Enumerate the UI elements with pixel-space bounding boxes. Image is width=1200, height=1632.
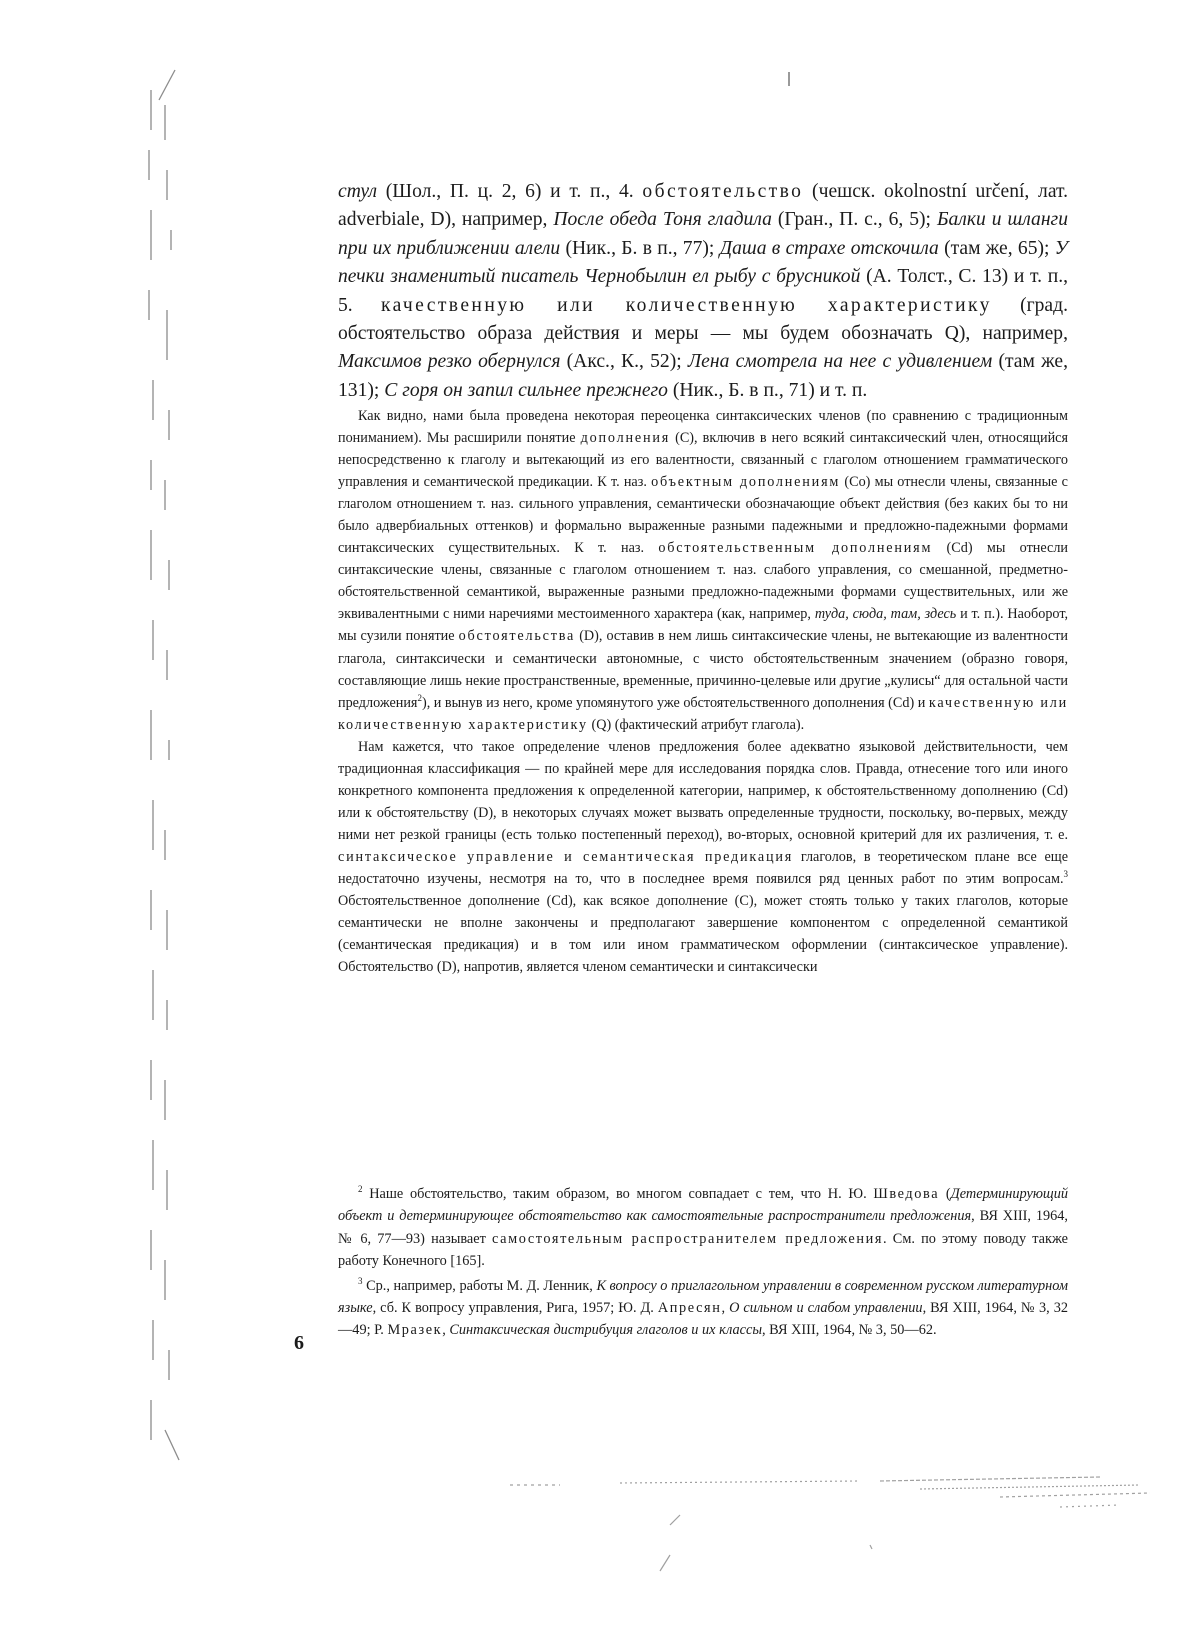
footnote-text: , ВЯ XIII, 1964, № 3, 32—49; Р. <box>338 1300 1069 1339</box>
lead-text: (Гран., П. с., 6, 5); <box>771 209 937 231</box>
lead-text: (там же, 131); <box>338 351 1068 401</box>
lead-italic: стул <box>338 181 378 202</box>
lead-spaced-term: обстоятельство <box>642 181 804 202</box>
body-spaced-term: обстоятельства <box>458 628 576 645</box>
lead-text: (А. Толст., С. 13) и т. п., 5. <box>338 266 1068 316</box>
footnote-italic: О сильном и слабом управлении <box>729 1300 923 1317</box>
body-paragraph <box>338 736 1068 979</box>
footnote-italic: Синтаксическая дистрибуция глаголов и их классы <box>449 1322 763 1339</box>
body-text: (Q) (фактический атрибут глагола). <box>587 716 805 733</box>
body-paragraph <box>338 405 1068 736</box>
footnote-spaced-term: самостоятельным распространителем предложения <box>492 1230 884 1247</box>
body-spaced-term: обстоятельственным дополнениям <box>658 540 933 557</box>
scan-binding-strip <box>145 60 185 1500</box>
body-text: ), и вынув из него, кроме упомянутого уже обстоятельственного дополнения (Cd) и <box>421 694 929 711</box>
body-text: (Cd) мы отнесли синтаксические члены, связанные с глаголом отношением т. наз. слабого управления, со смешанной, предметно-обстоятельственной семантикой, выраженные разными предложно-падежными формами существительных, или же эквивалентными с ними наречиями местоименного характера (как, например, <box>338 540 1069 623</box>
lead-italic: Даша в страхе отскочила <box>719 237 939 259</box>
lead-paragraph <box>338 178 1068 405</box>
body-spaced-term: дополнения <box>580 430 671 447</box>
body-text: Обстоятельственное дополнение (Cd), как всякое дополнение (С), может стоять только у таких глаголов, которые семантически не вполне закончены и предполагают завершение компонентом с определенной семантикой (семантическая предикация) и в том или ином грамматическом оформлении (синтаксическое управление). Обстоятельство (D), напротив, является членом семантически и синтаксически <box>338 893 1068 976</box>
lead-italic: Лена смотрела на нее с удивлением <box>687 351 993 373</box>
lead-italic: Балки и шланги при их приближении алели <box>338 209 1068 259</box>
footnote-ref: 2 <box>417 692 422 703</box>
body-text: (Со) мы отнесли члены, связанные с глаголом отношением т. наз. сильного управления, семантически обозначающие объект действия (без каких бы то ни было адвербиальных оттенков) и формально выраженные разными падежными и предложно-падежными формами синтаксических существительных. К т. наз. <box>338 474 1068 557</box>
body-spaced-term: синтаксическое управление и семантическая предикация <box>338 848 794 865</box>
footnote-ref: 3 <box>358 1275 363 1286</box>
lead-text: (чешск. okolnostní určení, лат. adverbiale, D), например, <box>338 181 1068 231</box>
lead-spaced-term: качественную или количественную характеристику <box>380 294 992 316</box>
footnote-spaced-term: Шведова <box>873 1186 940 1202</box>
body-spaced-term: качественную или количественную характеристику <box>338 694 1068 733</box>
footnote-text: ( <box>939 1186 951 1202</box>
footnote-ref: 2 <box>358 1184 363 1194</box>
footnotes <box>338 1183 1068 1344</box>
footnote-text: , ВЯ XIII, 1964, № 3, 50—62. <box>762 1322 937 1339</box>
footnote-text: , ВЯ XIII, 1964, № 6, 77—93) называет <box>338 1208 1068 1247</box>
footnote-text: . См. по этому поводу также работу Конечного [165]. <box>338 1230 1069 1270</box>
lead-text: (Шол., П. ц. 2, 6) и т. п., 4. <box>377 181 643 202</box>
body-spaced-term: объектным дополнениям <box>651 474 841 491</box>
lead-italic: У печки знаменитый писатель Чернобылин ел рыбу с брусникой <box>338 237 1068 288</box>
footnote-text: , <box>721 1300 730 1317</box>
body-italic: туда, сюда, там, здесь <box>814 606 957 623</box>
lead-italic: Максимов резко обернулся <box>338 351 561 373</box>
body-text <box>338 405 1068 978</box>
lead-text: (там же, 65); <box>938 237 1055 259</box>
footnote-italic: Детерминирующий объект и детерминирующее обстоятельство как самостоятельные распространители предложения <box>338 1186 1068 1225</box>
footnote-text: Наше обстоятельство, таким образом, во многом совпадает с тем, что Н. Ю. <box>362 1186 874 1202</box>
scan-bottom-noise <box>500 1475 1160 1585</box>
lead-text: (Ник., Б. в п., 71) и т. п. <box>667 379 868 401</box>
footnote <box>338 1275 1068 1342</box>
body-text: Как видно, нами была проведена некоторая переоценка синтаксических членов (по сравнению с традиционным пониманием). Мы расширили понятие <box>338 408 1068 447</box>
footnote-spaced-term: Мразек <box>387 1322 443 1339</box>
body-text: Нам кажется, что такое определение членов предложения более адекватно языковой действительности, чем традиционная классификация — по крайней мере для исследования порядка слов. Правда, отнесение того или иного конкретного компонента предложения к определенной категории, например, к обстоятельственному дополнению (Cd) или к обстоятельству (D), в некоторых случаях может вызвать определенные трудности, поскольку, во-первых, между ними нет резкой границы (есть только постепенный переход), во-вторых, основной критерий для их различения, т. е. <box>338 738 1068 843</box>
lead-text: (Акс., К., 52); <box>560 351 688 373</box>
body-text: (D), оставив в нем лишь синтаксические члены, не вытекающие из валентности глагола, синтаксически и семантически автономные, с чисто обстоятельственным значением (образно говоря, составляющие лишь некие пространственные, временные, причинно-целевые или другие „кулисы“ для остальной части предложения <box>338 628 1068 711</box>
lead-italic: С горя он запил сильнее прежнего <box>384 379 668 401</box>
lead-text: (град. обстоятельство образа действия и меры — мы будем обозначать Q), например, <box>338 294 1068 345</box>
footnote-italic: К вопросу о приглагольном управлении в современном русском литературном языке <box>338 1277 1069 1317</box>
body-text: глаголов, в теоретическом плане все еще недостаточно изучены, несмотря на то, что в последнее время появился ряд ценных работ по этим вопросам. <box>338 848 1068 887</box>
lead-italic: После обеда Тоня гладила <box>553 209 772 231</box>
page-number: 6 <box>294 1332 304 1354</box>
scan-mark <box>788 72 790 86</box>
lead-text: (Ник., Б. в п., 77); <box>560 237 720 259</box>
footnote-ref: 3 <box>1063 868 1068 879</box>
footnote-spaced-term: Апресян <box>657 1300 722 1317</box>
footnote-text: , сб. К вопросу управления, Рига, 1957; Ю. Д. <box>372 1300 658 1317</box>
footnote-text: , <box>442 1322 450 1339</box>
body-text: (С), включив в него всякий синтаксический член, относящийся непосредственно к глаголу и вытекающий из его валентности, связанный с глаголом отношением грамматического управления и семантической предикации. К т. наз. <box>338 430 1069 491</box>
footnote-text: Ср., например, работы М. Д. Ленник, <box>362 1277 597 1294</box>
footnote <box>338 1183 1068 1273</box>
body-text: и т. п.). Наоборот, мы сузили понятие <box>338 606 1069 645</box>
